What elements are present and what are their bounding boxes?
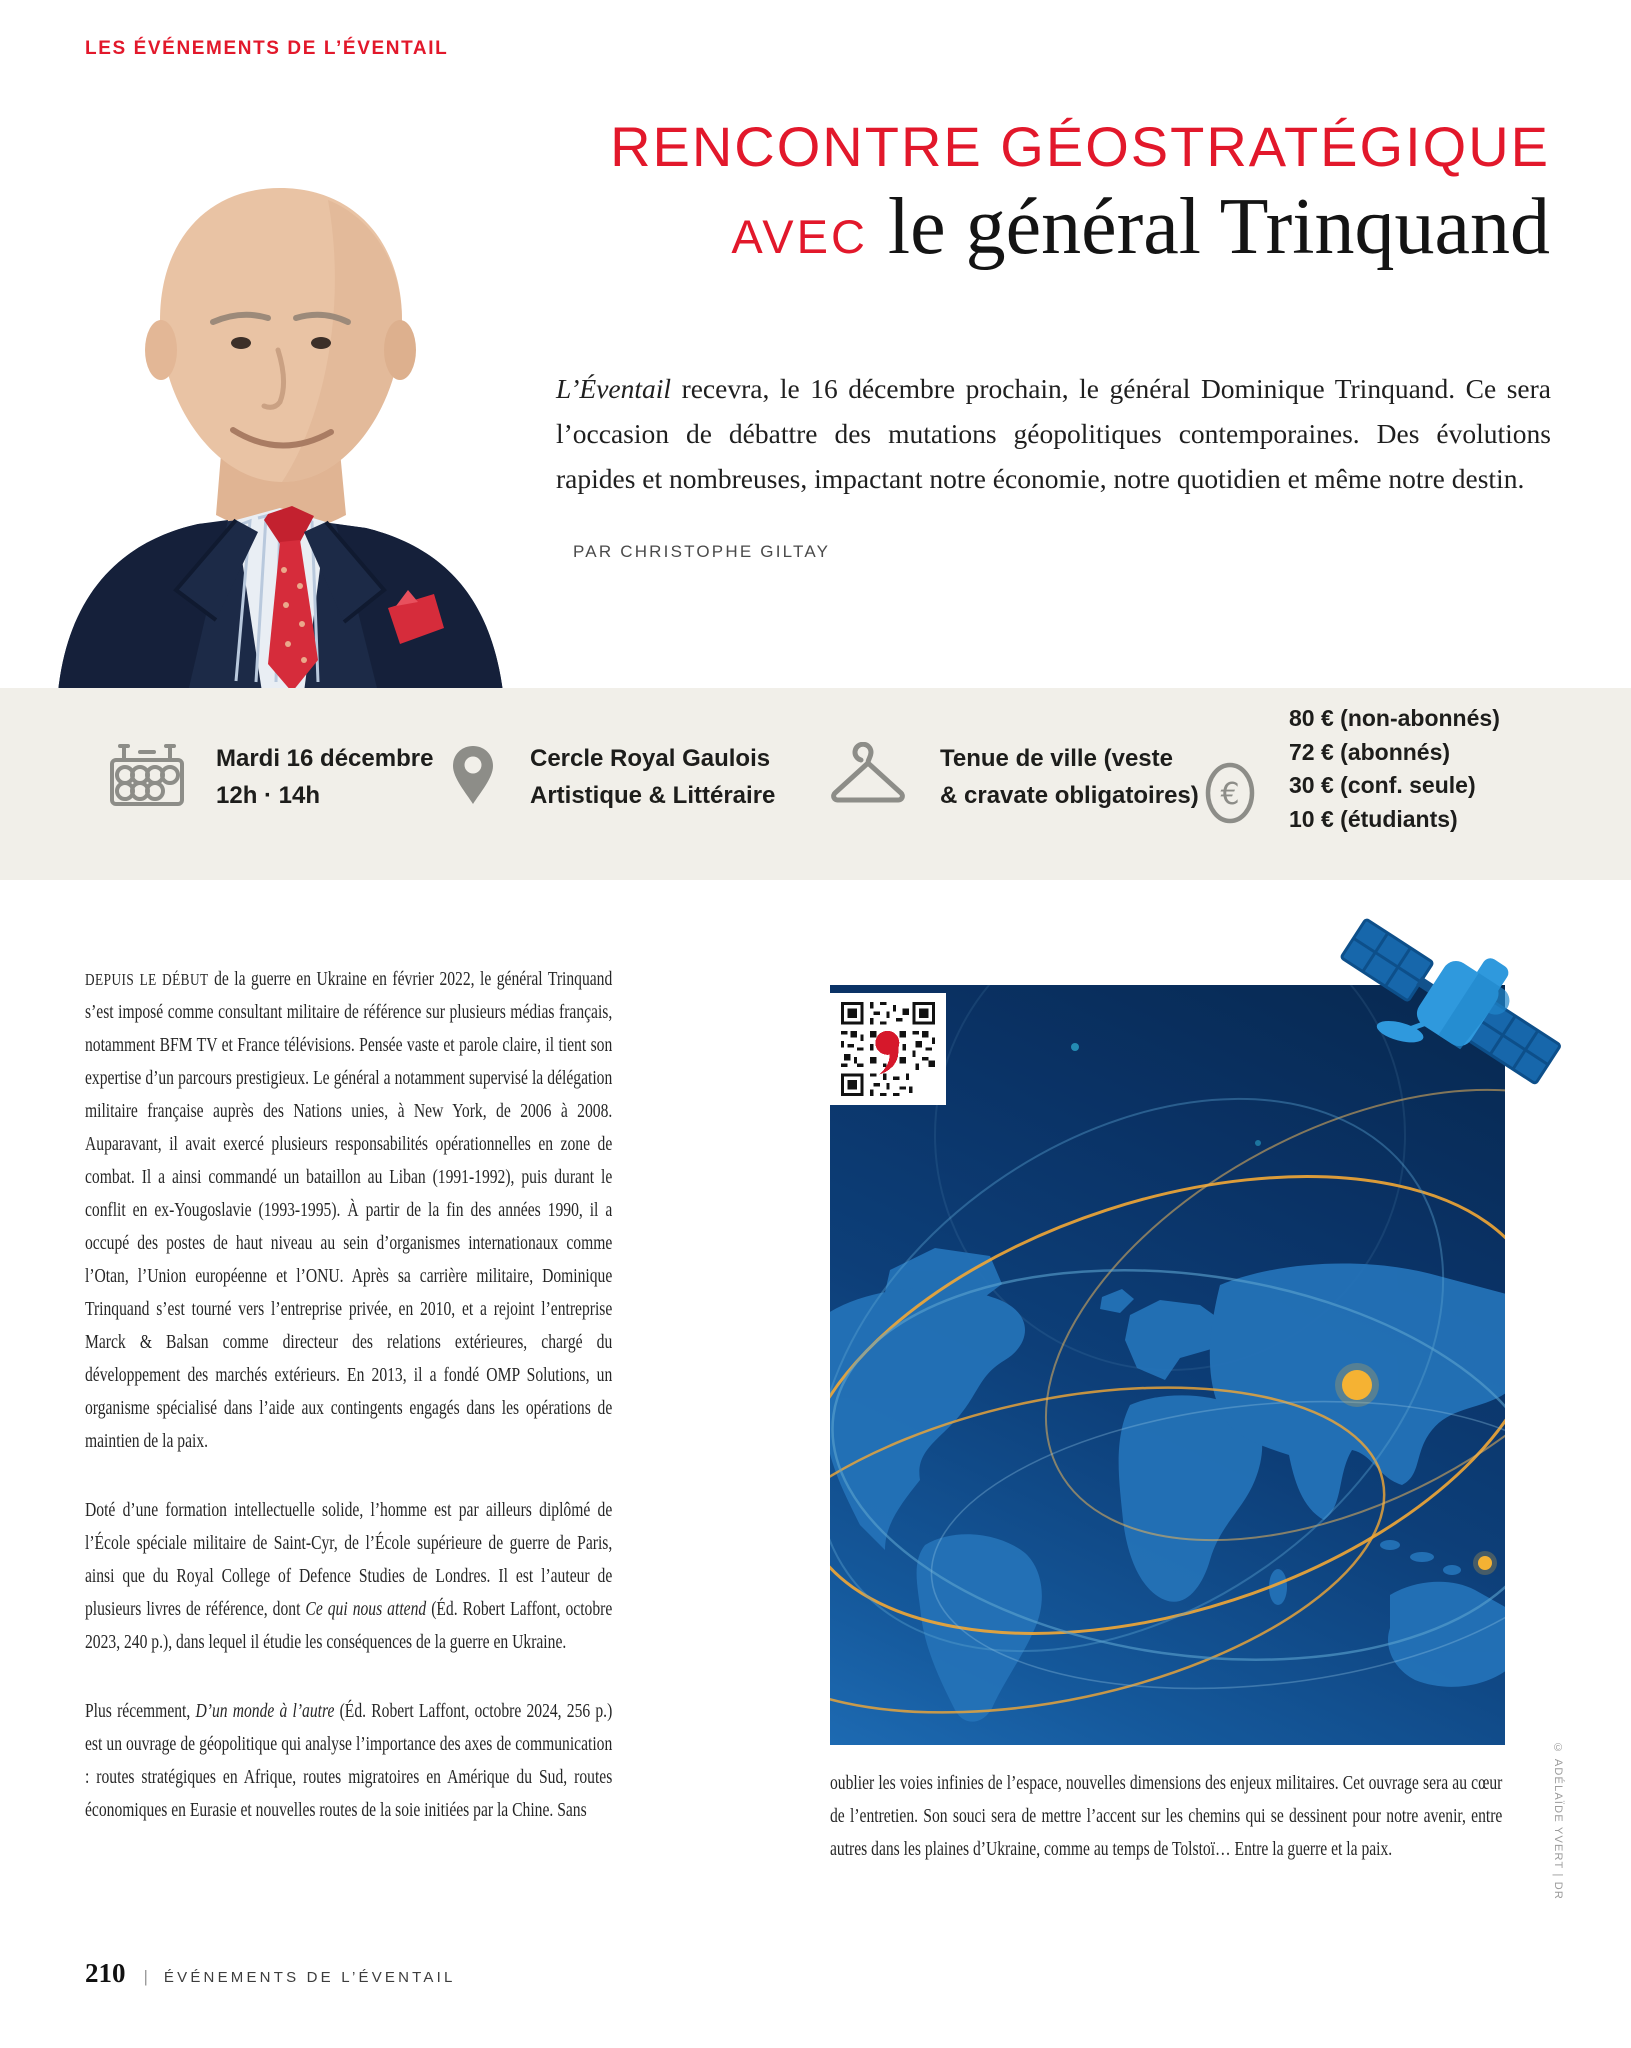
- dress-code-line2: & cravate obligatoires): [940, 782, 1199, 809]
- intro-paragraph: [556, 366, 1551, 501]
- satellite-icon: [1328, 917, 1568, 1087]
- book-title-1: Ce qui nous attend: [305, 1598, 427, 1620]
- article-right-column: [830, 985, 1508, 1902]
- price-item: 10 € (étudiants): [1289, 805, 1458, 832]
- dress-code-line1: Tenue de ville (veste: [940, 745, 1173, 772]
- world-map-figure: [830, 985, 1505, 1745]
- book-title-2: D’un monde à l’autre: [195, 1700, 335, 1722]
- paragraph-3: Plus récemment, D’un monde à l’autre (Éd. Robert Laffont, octobre 2024, 256 p.) est un ouvrage de géopolitique qui analyse l’importance des axes de communication : routes stratégiques en Afrique, routes migratoires en Amérique du Sud, routes économiques en Eurasie et nouvelles routes de la soie initiées par la Chine. Sans: [85, 1700, 613, 1821]
- portrait-illustration: [28, 100, 533, 692]
- event-date-line2: 12h · 14h: [216, 782, 321, 809]
- dress-code-group: [830, 740, 1199, 814]
- price-item: 80 € (non-abonnés): [1289, 705, 1500, 731]
- page-number: 210: [85, 1958, 126, 1988]
- euro-icon: [1205, 762, 1255, 829]
- location-pin-icon: [452, 745, 494, 810]
- section-kicker: LES ÉVÉNEMENTS DE L’ÉVENTAIL: [85, 38, 449, 59]
- intro-text: recevra, le 16 décembre prochain, le général Dominique Trinquand. Ce sera l’occasion de débattre des mutations géopolitiques contemporaines. Des évolutions rapides et nombreuses, impactant notre économie, notre quotidien et même notre destin.: [556, 373, 1551, 494]
- footer-separator: |: [143, 1967, 148, 1986]
- title-avec: AVEC: [731, 210, 868, 263]
- title-line-1: RENCONTRE GÉOSTRATÉGIQUE: [610, 115, 1550, 178]
- magazine-name: L’Éventail: [556, 373, 672, 404]
- hanger-icon: [830, 742, 906, 813]
- article-left-column: [85, 963, 612, 1863]
- event-venue-group: [452, 740, 775, 814]
- event-date-line1: Mardi 16 décembre: [216, 745, 434, 772]
- paragraph-2: Doté d’une formation intellectuelle solide, l’homme est par ailleurs diplômé de l’École spéciale militaire de Saint-Cyr, de l’École supérieure de guerre de Paris, ainsi que du Royal College of Defence Studies de Londres. Il est l’auteur de plusieurs livres de référence, dont Ce qui nous attend (Éd. Robert Laffont, octobre 2023, 240 p.), dans lequel il étudie les conséquences de la guerre en Ukraine.: [85, 1499, 613, 1653]
- title-line-2: [610, 184, 1550, 270]
- price-item: 72 € (abonnés): [1289, 738, 1451, 765]
- page-footer: [85, 1958, 456, 1989]
- calendar-icon: [108, 742, 186, 813]
- svg-text:€: €: [1220, 776, 1240, 812]
- paragraph-lead: DEPUIS LE DÉBUT: [85, 970, 209, 989]
- byline: PAR CHRISTOPHE GILTAY: [573, 542, 831, 561]
- paragraph-1: DEPUIS LE DÉBUT de la guerre en Ukraine en février 2022, le général Trinquand s’est imposé comme consultant militaire de référence sur plusieurs médias français, notamment BFM TV et France télévisions. Pensée vaste et parole claire, il tient son expertise d’un parcours prestigieux. Le général a notamment supervisé la délégation militaire française auprès des Nations unies, à New York, de 2006 à 2008. Auparavant, il avait exercé plusieurs responsabilités opérationnelles en zone de combat. Il a ainsi commandé un bataillon au Liban (1991-1992), puis durant le conflit en ex-Yougoslavie (1993-1995). À partir de la fin des années 1990, il a occupé des postes de haut niveau au sein d’organismes internationaux comme l’Otan, l’Union européenne et l’ONU. Après sa carrière militaire, Dominique Trinquand s’est tourné vers l’entreprise privée, en 2010, et a rejoint l’entreprise Marck & Balsan comme directeur des relations extérieures, chargé du développement des marchés extérieurs. En 2013, il a fondé OMP Solutions, un organisme spécialisé dans l’aide aux contingents engagés dans les opérations de maintien de la paix.: [85, 968, 613, 1452]
- footer-section-label: ÉVÉNEMENTS DE L’ÉVENTAIL: [163, 1969, 456, 1986]
- event-date-group: [108, 740, 433, 814]
- paragraph-4: oublier les voies infinies de l’espace, nouvelles dimensions des enjeux militaires. Cet ouvrage sera au cœur de l’entretien. Son souci sera de mettre l’accent sur les chemins qui se dessinent pour notre avenir, entre autres dans les plaines d’Ukraine, comme au temps de Tolstoï… Entre la guerre et la paix.: [830, 1772, 1503, 1860]
- prices-group: [1205, 702, 1500, 836]
- event-info-bar: [0, 688, 1631, 880]
- photo-credit: © ADÉLAÏDE YVERT | DR: [1552, 1742, 1564, 1901]
- price-item: 30 € (conf. seule): [1289, 772, 1476, 798]
- price-list: [1289, 702, 1500, 836]
- event-venue-line1: Cercle Royal Gaulois: [530, 745, 771, 772]
- article-title: [610, 116, 1550, 270]
- event-venue-line2: Artistique & Littéraire: [530, 782, 776, 809]
- portrait-photo: [28, 100, 533, 692]
- title-name: le général Trinquand: [887, 183, 1550, 271]
- qr-code: [830, 993, 946, 1105]
